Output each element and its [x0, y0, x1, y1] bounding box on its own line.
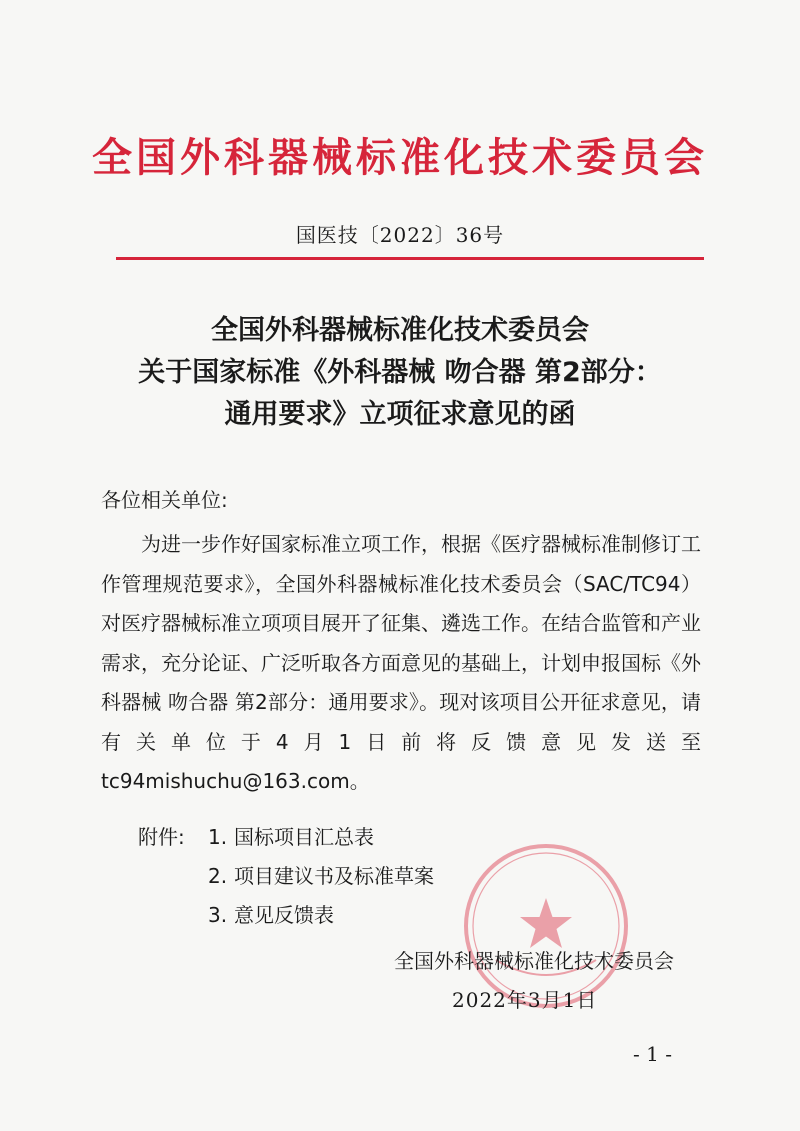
title-line-3: 通用要求》立项征求意见的函	[224, 399, 576, 430]
document-number: 国医技〔2022〕36号	[295, 223, 505, 247]
salutation: 各位相关单位:	[101, 488, 228, 512]
title-line-2: 关于国家标准《外科器械 吻合器 第2部分：	[138, 357, 662, 388]
attachments-label: 附件:	[138, 825, 185, 849]
title-line-1: 全国外科器械标准化技术委员会	[211, 315, 589, 346]
org-header: 全国外科器械标准化技术委员会	[92, 134, 708, 181]
document-title	[0, 310, 800, 436]
attachment-title: 意见反馈表	[234, 903, 334, 927]
attachment-number: 3.	[208, 903, 228, 927]
red-divider-line	[116, 257, 704, 260]
signature-organization: 全国外科器械标准化技术委员会	[394, 949, 674, 973]
page-number: - 1 -	[633, 1042, 672, 1066]
attachment-title: 国标项目汇总表	[234, 825, 374, 849]
attachment-item	[138, 896, 434, 935]
attachments-list	[138, 818, 434, 935]
attachment-number: 1.	[208, 825, 228, 849]
attachment-title: 项目建议书及标准草案	[234, 864, 434, 888]
attachment-item	[138, 818, 434, 857]
attachment-item	[138, 857, 434, 896]
body-paragraph: 为进一步作好国家标准立项工作，根据《医疗器械标准制修订工作管理规范要求》，全国外科器械标准化技术委员会（SAC/TC94）对医疗器械标准立项项目展开了征集、遴选工作。在结合监管和产业需求，充分论证、广泛听取各方面意见的基础上，计划申报国标《外科器械 吻合器 第2部分：通用要求》。现对该项目公开征求意见，请有关单位于4月1日前将反馈意见发送至tc94mishuchu@163.com。	[101, 532, 701, 793]
attachment-number: 2.	[208, 864, 228, 888]
signature-date: 2022年3月1日	[452, 988, 598, 1012]
